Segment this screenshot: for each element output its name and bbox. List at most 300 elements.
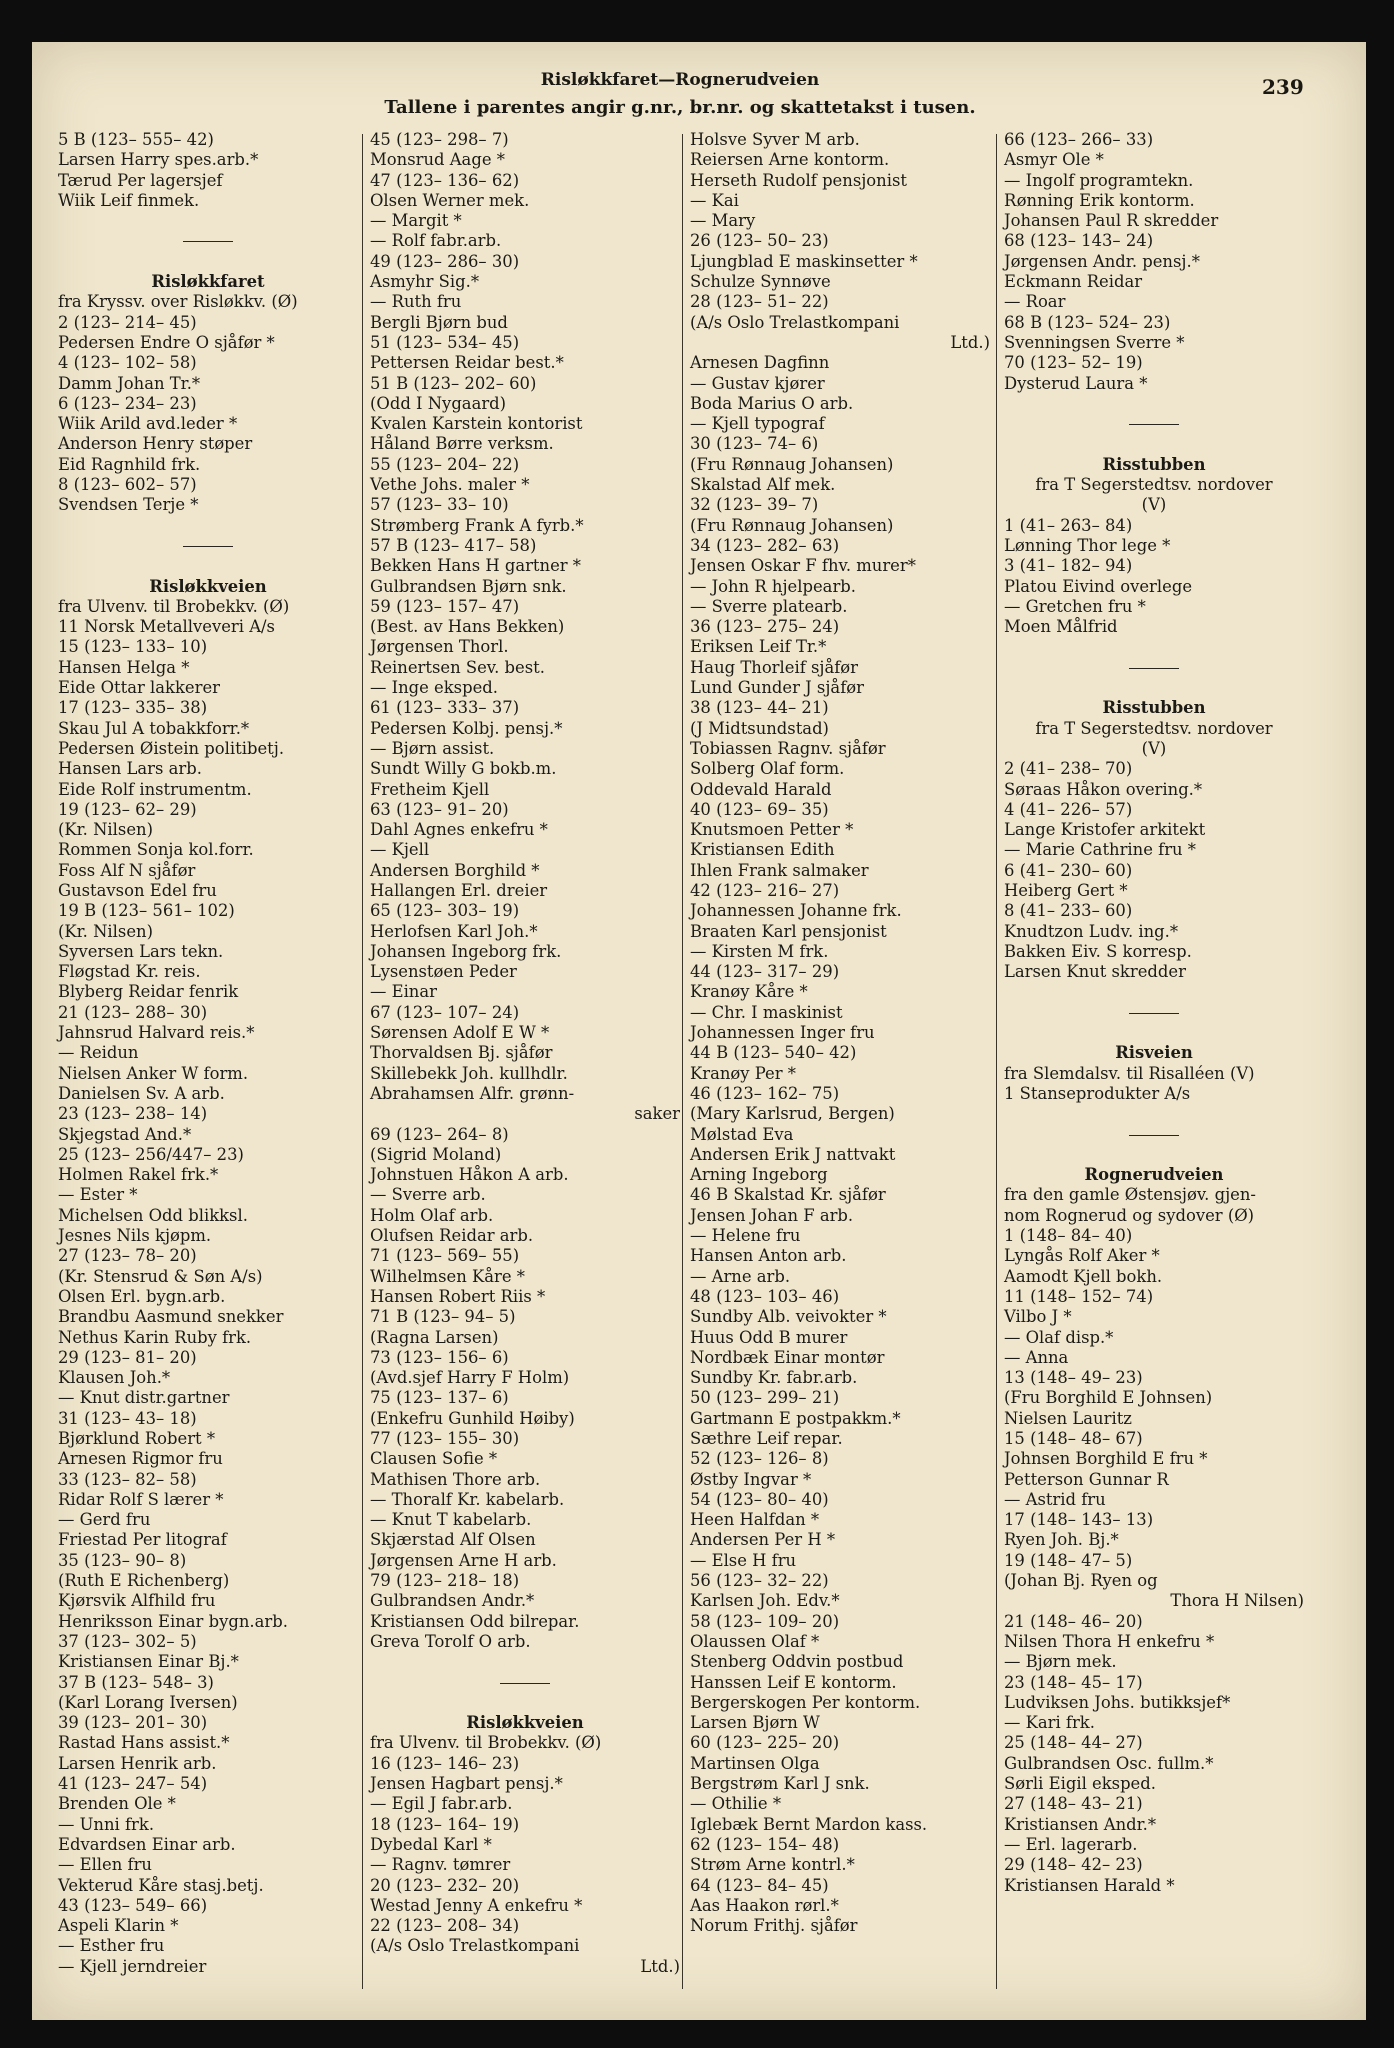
entry-line: 17 (123– 335– 38) [58,698,208,718]
entry-line: Aspeli Klarin * [58,1916,179,1936]
entry-line: 35 (123– 90– 8) [58,1550,187,1570]
entry-line: 21 (148– 46– 20) [1004,1611,1143,1631]
entry-line: 27 (148– 43– 21) [1004,1794,1143,1814]
entry-line: Aamodt Kjell bokh. [1004,1266,1163,1286]
entry-line: Tobiassen Ragnv. sjåfør [690,738,886,758]
entry-line: 29 (123– 81– 20) [58,1347,197,1367]
entry-line: (Mary Karlsrud, Bergen) [690,1104,895,1124]
entry-line: 68 (123– 143– 24) [1004,231,1154,251]
entry-continuation: Ltd.) [640,1956,680,1976]
entry-line: — Ingolf programtekn. [1004,170,1194,190]
entry-line: 50 (123– 299– 21) [690,1388,840,1408]
entry-line: — Gretchen fru * [1004,596,1146,616]
entry-line: 17 (148– 143– 13) [1004,1510,1154,1530]
entry-continuation: Ltd.) [950,332,990,352]
entry-line: 55 (123– 204– 22) [370,454,520,474]
entry-line: Jørgensen Thorl. [370,637,509,657]
spacer [58,556,358,576]
entry-line: Skillebekk Joh. kullhdlr. [370,1063,568,1083]
entry-line: 48 (123– 103– 46) [690,1286,840,1306]
entry-line: Sørli Eigil eksped. [1004,1774,1156,1794]
street-description: fra T Segerstedtsv. nordover [1035,475,1273,495]
entry-line: (Kr. Nilsen) [58,820,153,840]
entry-line: 19 B (123– 561– 102) [58,901,235,921]
spacer [370,1693,680,1713]
entry-line: Herlofsen Karl Joh.* [370,921,538,941]
section-rule [1004,414,1304,434]
entry-line: Karlsen Joh. Edv.* [690,1591,840,1611]
entry-line: 2 (123– 214– 45) [58,312,197,332]
entry-line: — Kjell typograf [690,414,825,434]
entry-line: (Odd I Nygaard) [370,393,507,413]
entry-line: 62 (123– 154– 48) [690,1834,840,1854]
column-4 [1004,130,1304,1896]
entry-line: Hansen Robert Riis * [370,1286,546,1306]
entry-line: 15 (123– 133– 10) [58,637,208,657]
entry-line: Johannessen Inger fru [690,1023,875,1043]
entry-line: Kristiansen Edith [690,840,835,860]
spacer [1004,637,1304,657]
entry-line: Skjærstad Alf Olsen [370,1530,536,1550]
column-1 [58,130,358,1977]
entry-line: Vekterud Kåre stasj.betj. [58,1875,264,1895]
entry-line: — Knut T kabelarb. [370,1510,532,1530]
street-description: fra T Segerstedtsv. nordover [1035,718,1273,738]
entry-line: Andersen Borghild * [370,860,540,880]
entry-line: Kjørsvik Alfhild fru [58,1591,216,1611]
entry-line: — Ragnv. tømrer [370,1855,511,1875]
street-heading: Risstubben [1102,698,1206,718]
entry-line: 67 (123– 107– 24) [370,1002,520,1022]
entry-line: Jørgensen Arne H arb. [370,1550,557,1570]
entry-line: — Kirsten M frk. [690,941,829,961]
entry-line: 75 (123– 137– 6) [370,1388,509,1408]
entry-line: 1 (148– 84– 40) [1004,1226,1133,1246]
entry-line: Reinertsen Sev. best. [370,657,545,677]
entry-line: Kvalen Karstein kontorist [370,414,583,434]
entry-line: (A/s Oslo Trelastkompani [370,1936,580,1956]
entry-line: Herseth Rudolf pensjonist [690,170,907,190]
entry-line: Heen Halfdan * [690,1510,820,1530]
entry-line: Skau Jul A tobakkforr.* [58,718,250,738]
entry-line: 54 (123– 80– 40) [690,1489,829,1509]
entry-line: Anderson Henry støper [58,434,253,454]
entry-line: 23 (148– 45– 17) [1004,1672,1143,1692]
entry-line: (Ruth E Richenberg) [58,1571,230,1591]
entry-line: Stenberg Oddvin postbud [690,1652,904,1672]
column-divider [996,134,997,1989]
entry-line: — Egil J fabr.arb. [370,1794,513,1814]
entry-line: Wiik Arild avd.leder * [58,414,238,434]
entry-line: Braaten Karl pensjonist [690,921,887,941]
entry-line: 19 (123– 62– 29) [58,799,197,819]
entry-line: Greva Torolf O arb. [370,1631,531,1651]
entry-line: Boda Marius O arb. [690,393,854,413]
entry-line: Bergstrøm Karl J snk. [690,1774,870,1794]
entry-line: 71 (123– 569– 55) [370,1246,520,1266]
entry-line: Solberg Olaf form. [690,759,845,779]
entry-line: Johannessen Johanne frk. [690,901,902,921]
entry-line: — Gustav kjører [690,373,825,393]
entry-line: Andersen Per H * [690,1530,836,1550]
entry-line: Foss Alf N sjåfør [58,860,196,880]
entry-line: Johnsen Borghild E fru * [1004,1449,1208,1469]
entry-line: 51 B (123– 202– 60) [370,373,537,393]
entry-line: 23 (123– 238– 14) [58,1104,208,1124]
entry-line: 38 (123– 44– 21) [690,698,829,718]
entry-line: 36 (123– 275– 24) [690,617,840,637]
entry-line: Aas Haakon rørl.* [690,1895,839,1915]
entry-line: Rommen Sonja kol.forr. [58,840,254,860]
spacer [370,1652,680,1672]
spacer [1004,1023,1304,1043]
entry-line: 2 (41– 238– 70) [1004,759,1133,779]
entry-line: Kranøy Kåre * [690,982,808,1002]
spacer [1004,434,1304,454]
entry-line: 18 (123– 164– 19) [370,1814,520,1834]
entry-line: Jensen Johan F arb. [690,1205,854,1225]
entry-line: 6 (41– 230– 60) [1004,860,1133,880]
entry-line: — Sverre platearb. [690,596,848,616]
entry-line: Hallangen Erl. dreier [370,880,548,900]
entry-line: 5 B (123– 555– 42) [58,130,214,149]
spacer [1004,678,1304,698]
entry-line: fra Kryssv. over Risløkkv. (Ø) [58,292,298,312]
entry-line: — Sverre arb. [370,1185,486,1205]
entry-line: Tærud Per lagersjef [58,170,223,190]
entry-line: 16 (123– 146– 23) [370,1753,520,1773]
entry-line: — Thoralf Kr. kabelarb. [370,1489,565,1509]
entry-line: — Chr. I maskinist [690,1002,843,1022]
street-heading: Risløkkveien [466,1713,584,1733]
entry-line: (A/s Oslo Trelastkompani [690,312,900,332]
entry-line: Dahl Agnes enkefru * [370,820,548,840]
spacer [58,252,358,272]
column-divider [362,134,363,1989]
entry-line: Larsen Bjørn W [690,1713,820,1733]
entry-line: Dybedal Karl * [370,1834,492,1854]
entry-line: 29 (148– 42– 23) [1004,1855,1143,1875]
entry-line: Haug Thorleif sjåfør [690,657,859,677]
entry-line: 11 (148– 152– 74) [1004,1286,1154,1306]
entry-line: Knudtzon Ludv. ing.* [1004,921,1179,941]
entry-line: Martinsen Olga [690,1753,820,1773]
entry-line: Bergerskogen Per kontorm. [690,1692,921,1712]
entry-line: (Enkefru Gunhild Høiby) [370,1408,575,1428]
entry-line: Olsen Werner mek. [370,190,530,210]
entry-line: Eriksen Leif Tr.* [690,637,827,657]
entry-line: Hansen Helga * [58,657,190,677]
entry-line: Ludviksen Johs. butikksjef* [1004,1692,1231,1712]
street-description: (V) [1141,738,1167,758]
entry-line: 60 (123– 225– 20) [690,1733,840,1753]
entry-line: Vethe Johs. maler * [370,475,530,495]
entry-line: Friestad Per litograf [58,1530,227,1550]
entry-line: Jensen Oskar F fhv. murer* [690,556,916,576]
entry-line: — John R hjelpearb. [690,576,856,596]
entry-line: Henriksson Einar bygn.arb. [58,1611,288,1631]
entry-line: Hansen Lars arb. [58,759,202,779]
entry-line: Heiberg Gert * [1004,880,1128,900]
entry-line: Lange Kristofer arkitekt [1004,820,1206,840]
entry-line: Bergli Bjørn bud [370,312,508,332]
entry-line: Gulbrandsen Bjørn snk. [370,576,567,596]
column-2 [370,130,680,1977]
entry-line: — Helene fru [690,1226,801,1246]
entry-line: Klausen Joh.* [58,1368,171,1388]
entry-line: Sørensen Adolf E W * [370,1023,550,1043]
entry-line: Nilsen Thora H enkefru * [1004,1631,1215,1651]
entry-line: Mathisen Thore arb. [370,1469,541,1489]
entry-line: 51 (123– 534– 45) [370,332,520,352]
entry-line: Johansen Ingeborg frk. [370,941,562,961]
section-rule [1004,1125,1304,1145]
entry-line: 37 B (123– 548– 3) [58,1672,214,1692]
entry-line: — Bjørn assist. [370,738,495,758]
entry-line: 22 (123– 208– 34) [370,1916,520,1936]
entry-line: Mølstad Eva [690,1124,794,1144]
page-subtitle: Tallene i parentes angir g.nr., br.nr. og skattetakst i tusen. [384,97,976,118]
entry-line: Kristiansen Einar Bj.* [58,1652,239,1672]
entry-line: — Kai [690,190,739,210]
entry-line: 8 (41– 233– 60) [1004,901,1133,921]
entry-line: 21 (123– 288– 30) [58,1002,208,1022]
entry-line: — Ruth fru [370,292,462,312]
entry-line: Dysterud Laura * [1004,373,1148,393]
entry-line: — Bjørn mek. [1004,1652,1117,1672]
entry-line: 57 (123– 33– 10) [370,495,509,515]
entry-line: 27 (123– 78– 20) [58,1246,197,1266]
entry-line: Bekken Hans H gartner * [370,556,582,576]
street-heading: Risløkkveien [149,576,267,596]
entry-line: Rønning Erik kontorm. [1004,190,1195,210]
entry-line: (Johan Bj. Ryen og [1004,1571,1158,1591]
entry-line: Sundby Kr. fabr.arb. [690,1368,858,1388]
entry-line: 1 Stanseprodukter A/s [1004,1083,1191,1103]
entry-line: Lyngås Rolf Aker * [1004,1246,1160,1266]
entry-line: 25 (123– 256/447– 23) [58,1144,244,1164]
entry-line: Svenningsen Sverre * [1004,332,1185,352]
entry-line: Syversen Lars tekn. [58,941,224,961]
entry-line: 44 B (123– 540– 42) [690,1043,857,1063]
entry-line: fra den gamle Østensjøv. gjen- [1004,1185,1256,1205]
entry-line: Hansen Anton arb. [690,1246,847,1266]
entry-line: Strømberg Frank A fyrb.* [370,515,584,535]
entry-line: Jahnsrud Halvard reis.* [58,1023,255,1043]
entry-line: 45 (123– 298– 7) [370,130,509,149]
entry-line: Pedersen Endre O sjåfør * [58,332,275,352]
entry-line: 66 (123– 266– 33) [1004,130,1154,149]
entry-line: 28 (123– 51– 22) [690,292,829,312]
entry-line: 4 (123– 102– 58) [58,353,197,373]
column-3 [690,130,990,1936]
entry-line: 46 (123– 162– 75) [690,1083,840,1103]
entry-line: fra Slemdalsv. til Risalléen (V) [1004,1063,1255,1083]
entry-line: 44 (123– 317– 29) [690,962,840,982]
entry-line: Eide Ottar lakkerer [58,678,220,698]
entry-line: — Margit * [370,211,462,231]
entry-line: — Marie Cathrine fru * [1004,840,1197,860]
entry-line: 4 (41– 226– 57) [1004,799,1133,819]
entry-line: Olufsen Reidar arb. [370,1226,534,1246]
entry-line: Larsen Henrik arb. [58,1753,217,1773]
entry-line: Arnesen Dagfinn [690,353,830,373]
entry-line: Kristiansen Odd bilrepar. [370,1611,580,1631]
entry-line: Monsrud Aage * [370,150,505,170]
entry-line: — Kjell [370,840,430,860]
entry-line: — Mary [690,211,756,231]
entry-line: Eid Ragnhild frk. [58,454,201,474]
entry-line: 57 B (123– 417– 58) [370,535,537,555]
entry-line: — Roar [1004,292,1066,312]
entry-continuation: Thora H Nilsen) [1170,1591,1304,1611]
column-divider [682,134,683,1989]
entry-line: 39 (123– 201– 30) [58,1713,208,1733]
entry-line: 26 (123– 50– 23) [690,231,829,251]
entry-line: Wiik Leif finmek. [58,190,200,210]
entry-line: 59 (123– 157– 47) [370,596,520,616]
entry-line: Eide Rolf instrumentm. [58,779,252,799]
entry-line: (Ragna Larsen) [370,1327,499,1347]
street-heading: Risveien [1115,1043,1193,1063]
entry-line: 70 (123– 52– 19) [1004,353,1143,373]
entry-line: 68 B (123– 524– 23) [1004,312,1171,332]
entry-line: Gartmann E postpakkm.* [690,1408,901,1428]
entry-line: Eckmann Reidar [1004,272,1143,292]
entry-line: Andersen Erik J nattvakt [690,1144,896,1164]
entry-line: (Karl Lorang Iversen) [58,1692,238,1712]
entry-line: Pettersen Reidar best.* [370,353,564,373]
entry-line: Olsen Erl. bygn.arb. [58,1286,226,1306]
entry-line: — Esther fru [58,1936,165,1956]
entry-line: Skalstad Alf mek. [690,475,836,495]
entry-line: Østby Ingvar * [690,1469,812,1489]
entry-line: — Erl. lagerarb. [1004,1834,1138,1854]
entry-line: — Astrid fru [1004,1489,1106,1509]
entry-line: Holm Olaf arb. [370,1205,494,1225]
entry-line: 42 (123– 216– 27) [690,880,840,900]
entry-line: Michelsen Odd blikksl. [58,1205,248,1225]
entry-line: 49 (123– 286– 30) [370,251,520,271]
entry-line: 43 (123– 549– 66) [58,1895,208,1915]
entry-line: Brenden Ole * [58,1794,176,1814]
entry-line: Nielsen Lauritz [1004,1408,1132,1428]
entry-line: (Fru Borghild E Johnsen) [1004,1388,1213,1408]
entry-line: 37 (123– 302– 5) [58,1631,197,1651]
entry-line: 25 (148– 44– 27) [1004,1733,1143,1753]
entry-line: — Gerd fru [58,1510,151,1530]
entry-line: Kristiansen Harald * [1004,1875,1175,1895]
entry-line: 6 (123– 234– 23) [58,393,197,413]
entry-line: (Kr. Nilsen) [58,921,153,941]
entry-line: (Kr. Stensrud & Søn A/s) [58,1266,263,1286]
entry-line: 41 (123– 247– 54) [58,1774,208,1794]
entry-line: Kranøy Per * [690,1063,796,1083]
entry-line: 33 (123– 82– 58) [58,1469,197,1489]
entry-line: 71 B (123– 94– 5) [370,1307,516,1327]
entry-line: 63 (123– 91– 20) [370,799,509,819]
entry-line: 40 (123– 69– 35) [690,799,829,819]
spacer [1004,394,1304,414]
section-rule [1004,1003,1304,1023]
section-rule [58,231,358,251]
entry-line: fra Ulvenv. til Brobekkv. (Ø) [58,596,290,616]
spacer [1004,1145,1304,1165]
entry-line: fra Ulvenv. til Brobekkv. (Ø) [370,1733,602,1753]
entry-line: Westad Jenny A enkefru * [370,1895,583,1915]
street-heading: Risstubben [1102,454,1206,474]
entry-line: Gulbrandsen Andr.* [370,1591,535,1611]
entry-line: 1 (41– 263– 84) [1004,515,1133,535]
entry-line: Damm Johan Tr.* [58,373,201,393]
entry-line: Knutsmoen Petter * [690,820,854,840]
entry-line: Pedersen Øistein politibetj. [58,738,285,758]
entry-line: Platou Eivind overlege [1004,576,1193,596]
entry-line: Lønning Thor lege * [1004,535,1171,555]
entry-line: Bakken Eiv. S korresp. [1004,941,1192,961]
entry-line: — Olaf disp.* [1004,1327,1114,1347]
entry-line: — Else H fru [690,1550,797,1570]
entry-line: Johansen Paul R skredder [1004,211,1219,231]
entry-line: Schulze Synnøve [690,272,831,292]
entry-line: Norum Frithj. sjåfør [690,1916,858,1936]
entry-line: — Inge eksped. [370,678,498,698]
entry-line: Håland Børre verksm. [370,434,554,454]
entry-line: Huus Odd B murer [690,1327,848,1347]
entry-line: (Sigrid Moland) [370,1144,502,1164]
entry-continuation: saker [634,1104,680,1124]
entry-line: Thorvaldsen Bj. sjåfør [370,1043,553,1063]
entry-line: Lund Gunder J sjåfør [690,678,864,698]
entry-line: Petterson Gunnar R [1004,1469,1169,1489]
entry-line: Gulbrandsen Osc. fullm.* [1004,1753,1214,1773]
entry-line: Sæthre Leif repar. [690,1429,843,1448]
entry-line: 73 (123– 156– 6) [370,1347,509,1367]
street-heading: Risløkkfaret [151,272,265,292]
entry-line: Ryen Joh. Bj.* [1004,1530,1119,1550]
section-rule [58,536,358,556]
entry-line: 32 (123– 39– 7) [690,495,819,515]
entry-line: Jesnes Nils kjøpm. [58,1226,212,1246]
entry-line: 47 (123– 136– 62) [370,170,520,190]
entry-line: Larsen Harry spes.arb.* [58,150,259,170]
entry-line: Sundby Alb. veivokter * [690,1307,887,1327]
entry-line: Nielsen Anker W form. [58,1063,249,1083]
entry-line: 64 (123– 84– 45) [690,1875,829,1895]
entry-line: 46 B Skalstad Kr. sjåfør [690,1185,886,1205]
entry-line: — Unni frk. [58,1814,155,1834]
entry-line: Holsve Syver M arb. [690,130,860,149]
entry-line: (J Midtsundstad) [690,718,829,738]
entry-line: Holmen Rakel frk.* [58,1165,219,1185]
entry-line: Oddevald Harald [690,779,832,799]
street-heading: Rognerudveien [1084,1165,1224,1185]
entry-line: 65 (123– 303– 19) [370,901,520,921]
entry-line: 19 (148– 47– 5) [1004,1550,1133,1570]
entry-line: (Fru Rønnaug Johansen) [690,515,894,535]
entry-line: Skjegstad And.* [58,1124,192,1144]
entry-line: (Fru Rønnaug Johansen) [690,454,894,474]
entry-line: (Best. av Hans Bekken) [370,617,565,637]
entry-line: Arnesen Rigmor fru [58,1449,223,1469]
entry-line: 15 (148– 48– 67) [1004,1429,1143,1448]
entry-line: Brandbu Aasmund snekker [58,1307,284,1327]
entry-line: nom Rognerud og sydover (Ø) [1004,1205,1255,1225]
entry-line: 30 (123– 74– 6) [690,434,819,454]
entry-line: Wilhelmsen Kåre * [370,1266,525,1286]
entry-line: Gustavson Edel fru [58,880,217,900]
entry-line: Rastad Hans assist.* [58,1733,230,1753]
